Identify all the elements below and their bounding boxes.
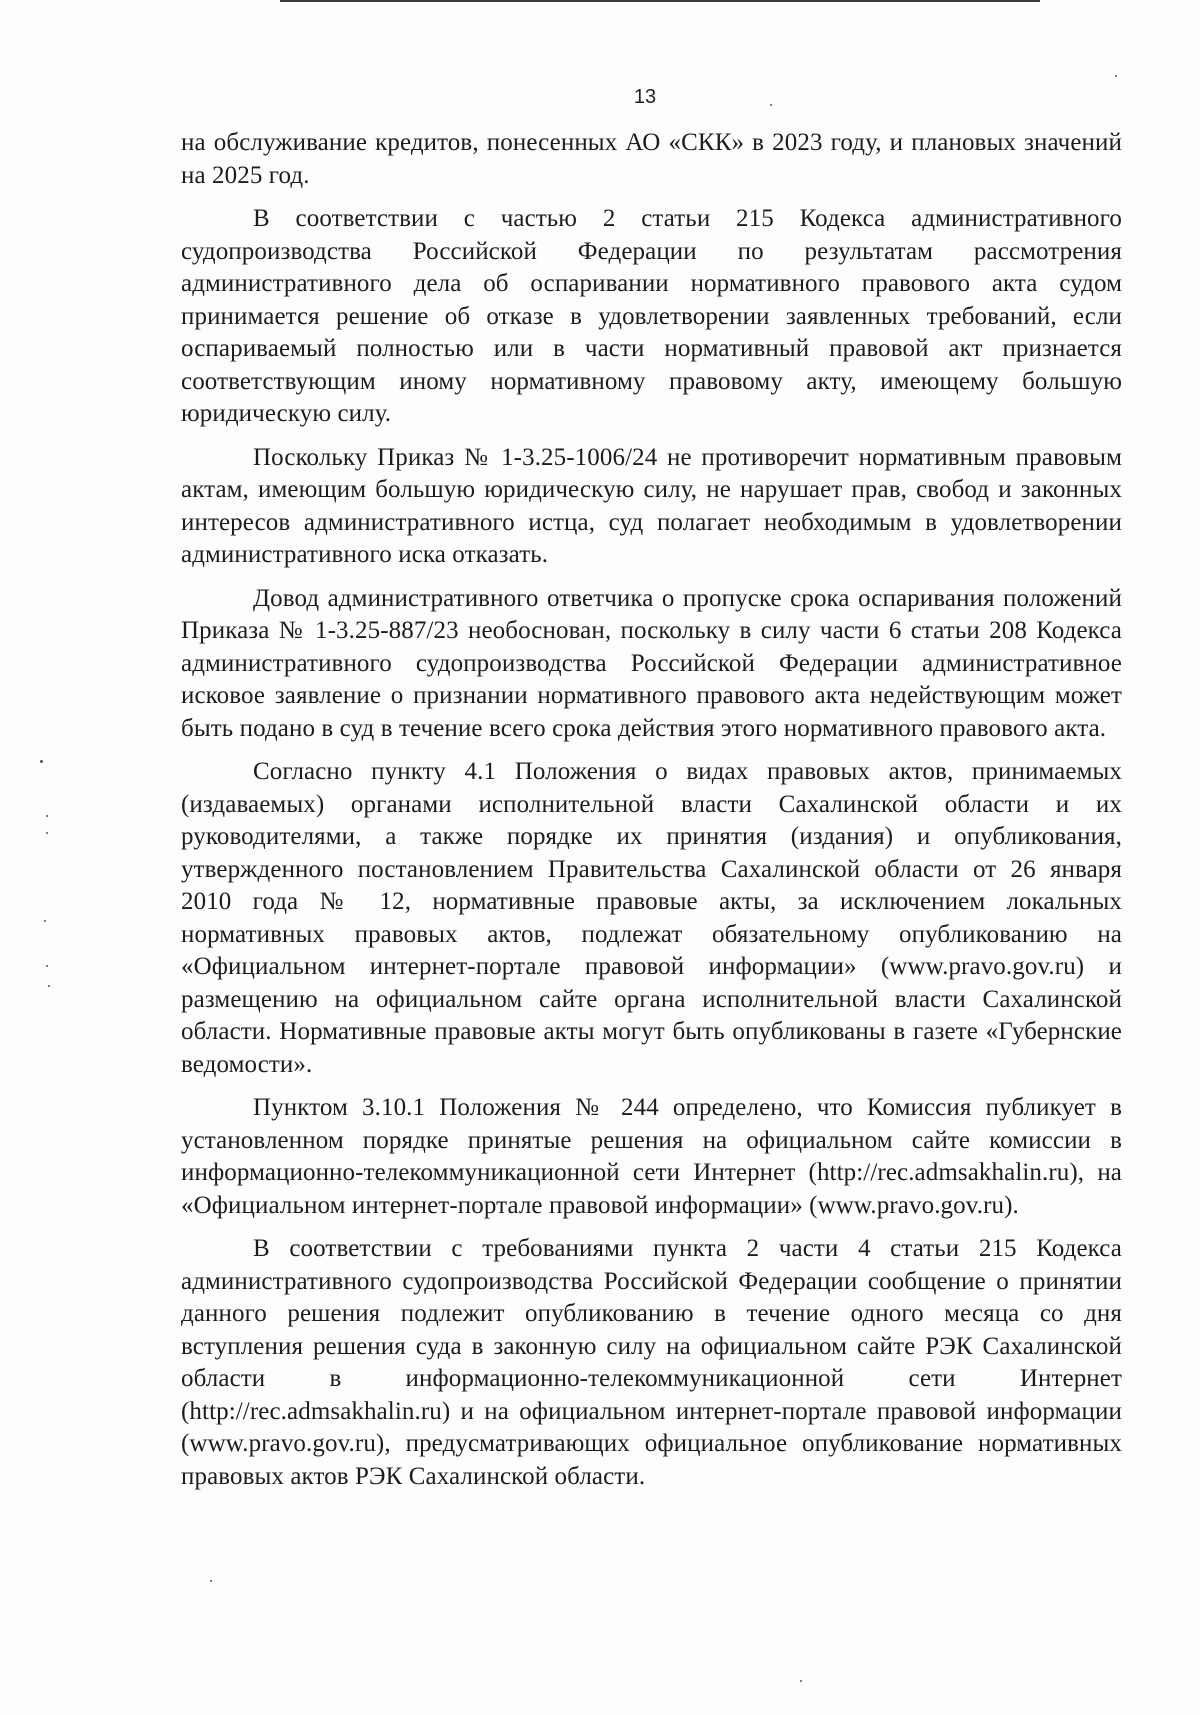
scan-speck	[210, 1580, 212, 1582]
scan-speck	[46, 832, 48, 834]
scan-speck	[40, 760, 43, 763]
paragraph-article-215: В соответствии с частью 2 статьи 215 Кодекса административного судопроизводства Российской Федерации по результатам рассмотрения административного дела об оспаривании нормативного правового акта судом принимается решение об отказе в удовлетворении заявленных требований, если оспариваемый полностью или в части нормативный правовой акт признается соответствующим иному нормативному правовому акту, имеющему большую юридическую силу.	[181, 205, 1122, 427]
scan-speck	[46, 815, 48, 817]
paragraph-order-conclusion: Поскольку Приказ № 1-3.25-1006/24 не противоречит нормативным правовым актам, имеющим большую юридическую силу, не нарушает прав, свобод и законных интересов административного истца, суд полагает необходимым в удовлетворении административного иска отказать.	[181, 443, 1122, 568]
top-edge-rule	[280, 0, 1040, 2]
paragraph-commission-publication: Пунктом 3.10.1 Положения № 244 определено, что Комиссия публикует в установленном порядке принятые решения на официальном сайте комиссии в информационно-телекоммуникационной сети Интернет (http://rec.admsakhalin.ru), на «Официальном интернет-портале правовой информации» (www.pravo.gov.ru).	[181, 1094, 1122, 1219]
document-body	[181, 127, 1122, 1504]
scan-speck	[44, 920, 46, 922]
scan-speck	[46, 965, 48, 967]
scan-speck	[770, 104, 772, 106]
paragraph-continuation: на обслуживание кредитов, понесенных АО «СКК» в 2023 году, и плановых значений на 2025 год.	[181, 129, 1122, 189]
scan-speck	[48, 985, 50, 987]
paragraph-deadline-argument: Довод административного ответчика о пропуске срока оспаривания положений Приказа № 1-3.25-887/23 необоснован, поскольку в силу части 6 статьи 208 Кодекса административного судопроизводства Российской Федерации административное исковое заявление о признании нормативного правового акта недействующим может быть подано в суд в течение всего срока действия этого нормативного правового акта.	[181, 584, 1122, 742]
paragraph-publication-rules: Согласно пункту 4.1 Положения о видах правовых актов, принимаемых (издаваемых) органами исполнительной власти Сахалинской области и их руководителями, а также порядке их принятия (издания) и опубликования, утвержденного постановлением Правительства Сахалинской области от 26 января 2010 года № 12, нормативные правовые акты, за исключением локальных нормативных правовых актов, подлежат обязательному опубликованию на «Официальном интернет-портале правовой информации» (www.pravo.gov.ru) и размещению на официальном сайте органа исполнительной власти Сахалинской области. Нормативные правовые акты могут быть опубликованы в газете «Губернские ведомости».	[181, 758, 1122, 1078]
scan-speck	[1115, 75, 1117, 77]
paragraph-decision-publication: В соответствии с требованиями пункта 2 части 4 статьи 215 Кодекса административного судопроизводства Российской Федерации сообщение о принятии данного решения подлежит опубликованию в течение одного месяца со дня вступления решения суда в законную силу на официальном сайте РЭК Сахалинской области в информационно-телекоммуникационной сети Интернет (http://rec.admsakhalin.ru) и на официальном интернет-портале правовой информации (www.pravo.gov.ru), предусматривающих официальное опубликование нормативных правовых актов РЭК Сахалинской области.	[181, 1235, 1122, 1490]
scan-speck	[800, 1680, 802, 1682]
page-number: 13	[633, 86, 657, 108]
